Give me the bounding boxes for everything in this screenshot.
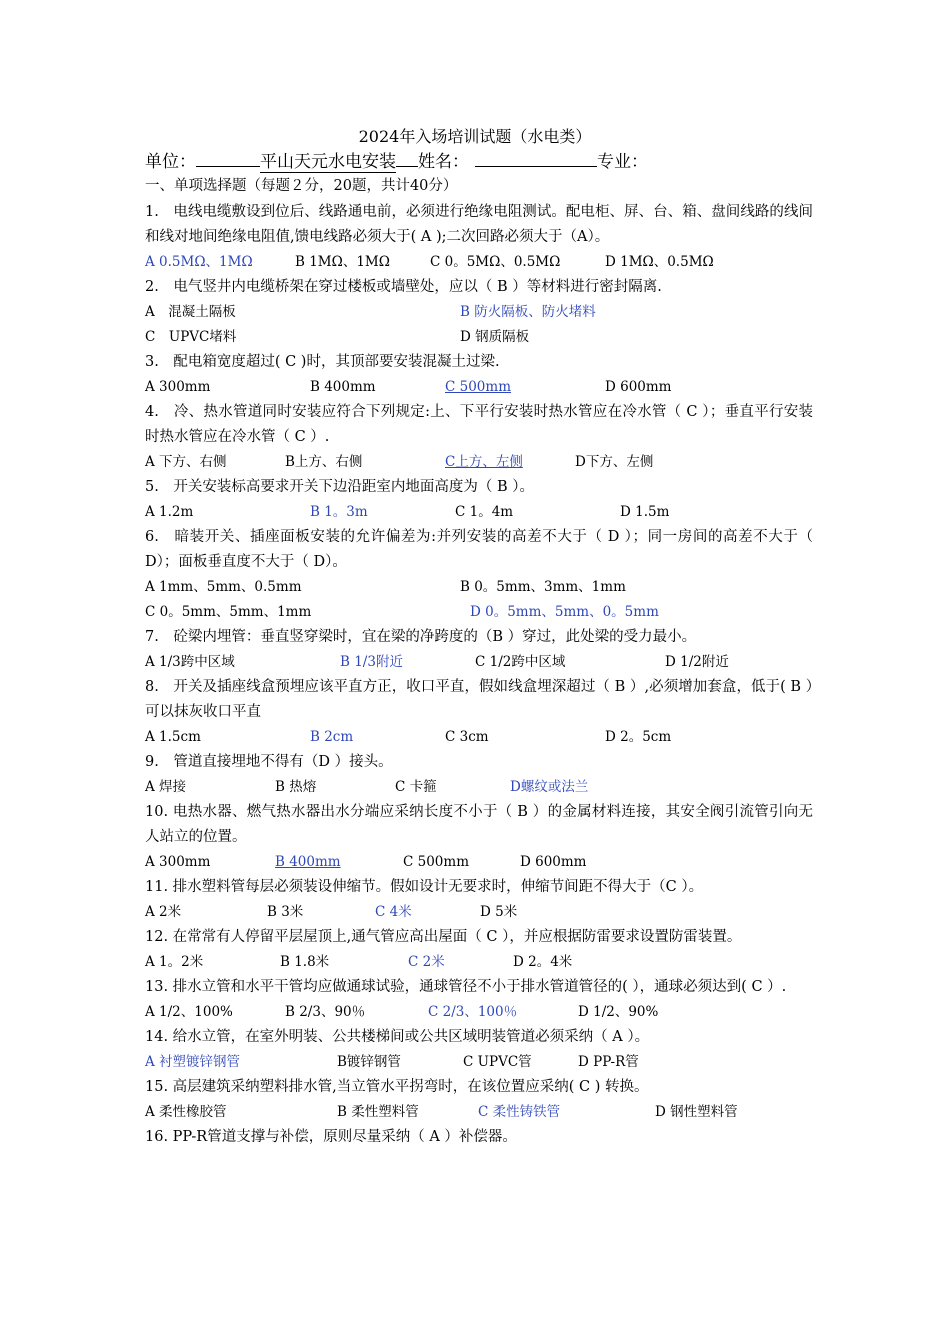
option: C UPVC堵料	[145, 329, 237, 345]
unit-blank-lead	[196, 166, 260, 167]
option: D PP-R管	[578, 1054, 639, 1070]
options-row	[145, 575, 813, 600]
options-row	[145, 450, 813, 475]
option-answer: B 1/3附近	[340, 654, 403, 670]
options-row	[145, 375, 813, 400]
info-line	[145, 150, 648, 174]
options-row	[145, 850, 813, 875]
option-answer: C 2/3、100％	[428, 1004, 518, 1020]
option: B上方、右侧	[285, 454, 363, 470]
options-row	[145, 1000, 813, 1025]
options-row	[145, 950, 813, 975]
exam-title: 2024年入场培训试题（水电类）	[358, 127, 592, 146]
option: B 1MΩ、1MΩ	[295, 254, 390, 270]
option-answer: B 400mm	[275, 854, 341, 870]
question-12: 12. 在常常有人停留平层屋顶上,通气管应高出屋面（ C ），并应根据防雷要求设置防雷装置。	[145, 929, 742, 945]
question-7: 7. 砼梁内埋管：垂直竖穿梁时，宜在梁的净跨度的（B ）穿过，此处梁的受力最小。	[145, 629, 697, 645]
question-9: 9. 管道直接埋地不得有（D ）接头。	[145, 754, 393, 770]
option: C 0。5mm、5mm、1mm	[145, 604, 312, 620]
options-row	[145, 500, 813, 525]
option-answer: D 0。5mm、5mm、0。5mm	[470, 604, 659, 620]
options-row	[145, 300, 813, 325]
option: B 3米	[267, 904, 304, 920]
question-5: 5. 开关安装标高要求开关下边沿距室内地面高度为（ B ）。	[145, 479, 534, 495]
option-answer: C 2米	[408, 954, 445, 970]
option: C 1。4m	[455, 504, 514, 520]
option: A 焊接	[145, 779, 187, 795]
option: A 2米	[145, 904, 182, 920]
option-answer: B 1。3m	[310, 504, 368, 520]
options-row	[145, 325, 813, 350]
option-answer: A 0.5MΩ、1MΩ	[145, 254, 253, 270]
option: D 钢质隔板	[460, 329, 530, 345]
option: A 柔性橡胶管	[145, 1104, 227, 1120]
unit-value: 平山天元水电安装	[260, 152, 396, 172]
option: D 600mm	[520, 854, 587, 870]
option-answer: D螺纹或法兰	[510, 779, 589, 795]
option: C 500mm	[403, 854, 469, 870]
major-label: 专业：	[597, 152, 648, 172]
option: A 300mm	[145, 379, 211, 395]
question-4: 4. 冷、热水管道同时安装应符合下列规定:上、下平行安装时热水管应在冷水管（ C ）；垂直平行安装时热水管应在冷水管（ C ）.	[145, 404, 813, 445]
option: A 300mm	[145, 854, 211, 870]
option: B 热熔	[275, 779, 317, 795]
question-2: 2. 电气竖井内电缆桥架在穿过楼板或墙壁处，应以（ B ）等材料进行密封隔离.	[145, 279, 662, 295]
option: A 1/2、100%	[145, 1004, 233, 1020]
question-15: 15. 高层建筑采纳塑料排水管,当立管水平拐弯时，在该位置应采纳( C ) 转换。	[145, 1079, 649, 1095]
option: A 1.5cm	[145, 729, 201, 745]
option: A 1/3跨中区域	[145, 654, 235, 670]
option-answer: B 防火隔板、防火堵料	[460, 304, 596, 320]
option: D下方、左侧	[575, 454, 654, 470]
option-answer: C 500mm	[445, 379, 511, 395]
option-answer: A 衬塑镀锌钢管	[145, 1054, 241, 1070]
option: B 1.8米	[280, 954, 330, 970]
question-14: 14. 给水立管，在室外明装、公共楼梯间或公共区域明装管道必须采纳（ A ）。	[145, 1029, 650, 1045]
options-row	[145, 725, 813, 750]
option: A 混凝土隔板	[145, 304, 236, 320]
option: C 卡箍	[395, 779, 437, 795]
question-11: 11. 排水塑料管每层必须装设伸缩节。假如设计无要求时，伸缩节间距不得大于（C ）。	[145, 879, 704, 895]
option: B 0。5mm、3mm、1mm	[460, 579, 626, 595]
option: D 1/2附近	[665, 654, 729, 670]
question-list	[145, 200, 813, 1150]
option: D 5米	[480, 904, 518, 920]
options-row	[145, 250, 813, 275]
question-3: 3. 配电箱宽度超过( C )时，其顶部要安装混凝土过梁.	[145, 354, 500, 370]
options-row	[145, 600, 813, 625]
option: D 2。5cm	[605, 729, 672, 745]
option: B镀锌钢管	[337, 1054, 401, 1070]
question-8: 8. 开关及插座线盒预埋应该平直方正，收口平直，假如线盒埋深超过（ B ）,必须增加套盒，低于( B ）可以抹灰收口平直	[145, 679, 813, 720]
option: D 钢性塑料管	[655, 1104, 738, 1120]
option: B 柔性塑料管	[337, 1104, 419, 1120]
option: D 2。4米	[513, 954, 573, 970]
question-6: 6. 暗装开关、插座面板安装的允许偏差为:并列安装的高差不大于（ D ）；同一房间的高差不大于（ D）；面板垂直度不大于（ D）。	[145, 529, 813, 570]
question-16: 16. PP-R管道支撑与补偿，原则尽量采纳（ A ）补偿器。	[145, 1129, 517, 1145]
option-answer: C 柔性铸铁管	[478, 1104, 561, 1120]
option-answer: B 2cm	[310, 729, 354, 745]
option: D 1MΩ、0.5MΩ	[605, 254, 714, 270]
option: C 3cm	[445, 729, 489, 745]
options-row	[145, 775, 813, 800]
option: D 1.5m	[620, 504, 670, 520]
option: A 1.2m	[145, 504, 194, 520]
option: A 1。2米	[145, 954, 204, 970]
question-10: 10. 电热水器、燃气热水器出水分端应采纳长度不小于（ B ）的金属材料连接，其安全阀引流管引向无人站立的位置。	[145, 804, 813, 845]
option-answer: C 4米	[375, 904, 412, 920]
question-13: 13. 排水立管和水平干管均应做通球试验，通球管径不小于排水管道管径的( ），通球必须达到( C ）.	[145, 979, 787, 995]
option: D 600mm	[605, 379, 672, 395]
unit-blank-tail	[396, 166, 418, 167]
question-1: 1. 电线电缆敷设到位后、线路通电前，必须进行绝缘电阻测试。配电柜、屏、台、箱、盘间线路的线间和线对地间绝缘电阻值,馈电线路必须大于( A );二次回路必须大于（A）。	[145, 204, 813, 245]
unit-label: 单位：	[145, 152, 196, 172]
option: C UPVC管	[463, 1054, 532, 1070]
option: C 1/2跨中区域	[475, 654, 566, 670]
option: C 0。5MΩ、0.5MΩ	[430, 254, 561, 270]
options-row	[145, 900, 813, 925]
option: A 下方、右侧	[145, 454, 227, 470]
option: B 400mm	[310, 379, 376, 395]
name-label: 姓名：	[418, 152, 469, 172]
options-row	[145, 1100, 813, 1125]
option: A 1mm、5mm、0.5mm	[145, 579, 302, 595]
section-heading: 一、单项选择题（每题２分，20题，共计40分）	[145, 178, 458, 194]
option: B 2/3、90％	[285, 1004, 366, 1020]
options-row	[145, 650, 813, 675]
option: D 1/2、90%	[578, 1004, 659, 1020]
option-answer: C上方、左侧	[445, 454, 523, 470]
name-field[interactable]	[475, 166, 597, 167]
options-row	[145, 1050, 813, 1075]
